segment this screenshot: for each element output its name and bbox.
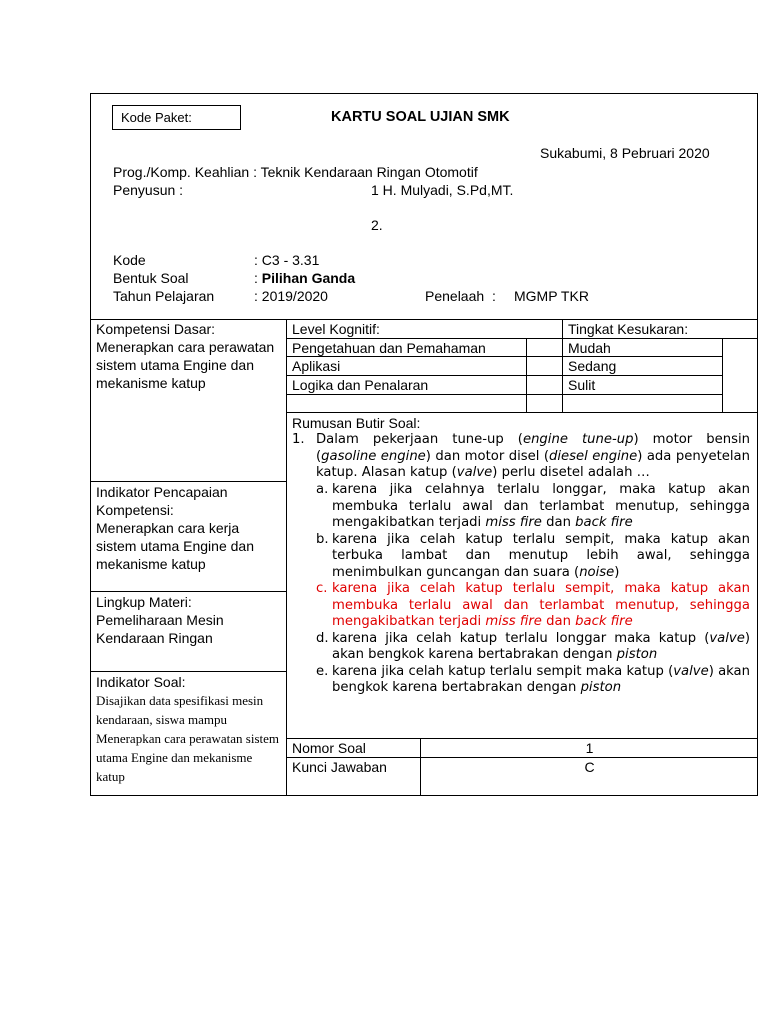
option-letter: d. (316, 630, 329, 646)
question-stem (316, 432, 750, 482)
option-text-segment: piston (580, 680, 622, 695)
option-text-segment: karena jika celah katup terlalu sempit, maka katup akan terbuka lambat dan menutup lebih awal, sehingga menimbulkan guncangan dan suara ( (332, 531, 750, 580)
option-text-segment: piston (616, 647, 658, 662)
kompetensi-dasar-text: Menerapkan cara perawatan sistem utama Engine dan mekanisme katup (96, 339, 275, 391)
grid-col-2 (562, 319, 563, 412)
option-text-segment: karena jika celah katup terlalu sempit maka katup ( (332, 663, 674, 679)
kode-paket-label: Kode Paket: (121, 110, 192, 125)
answer-option-c (316, 581, 750, 631)
lingkup-materi (96, 593, 282, 647)
lingkup-materi-label: Lingkup Materi: (96, 594, 192, 610)
level-row-1: Pengetahuan dan Pemahaman (292, 340, 486, 356)
penyusun-1: 1 H. Mulyadi, S.Pd,MT. (371, 182, 514, 198)
question-stem-segment: Dalam pekerjaan tune-up ( (316, 432, 523, 447)
option-letter: b. (316, 531, 329, 547)
tingkat-kesukaran-header: Tingkat Kesukaran: (568, 321, 689, 337)
grid-line-5 (287, 412, 758, 413)
option-text-segment: dan (541, 614, 576, 629)
divider-kd (90, 481, 287, 482)
option-letter: e. (316, 663, 329, 679)
question-stem-segment: diesel engine (549, 448, 638, 464)
page-title: KARTU SOAL UJIAN SMK (331, 109, 510, 125)
option-text-segment: ) akan bengkok karena bertabrakan dengan (332, 663, 750, 695)
bentuk-soal-value (254, 269, 355, 287)
tingkat-row-3: Sulit (568, 377, 596, 393)
tahun-pelajaran-value: : 2019/2020 (254, 288, 328, 304)
indikator-pencapaian-text: Menerapkan cara kerja sistem utama Engine dan mekanisme katup (96, 520, 254, 572)
option-text (332, 664, 750, 697)
option-text-segment: ) akan bengkok karena bertabrakan dengan (332, 630, 750, 662)
indikator-soal (96, 673, 284, 786)
level-kognitif-header: Level Kognitif: (292, 321, 380, 337)
option-text-segment: valve (709, 630, 745, 646)
penelaah-label: Penelaah : (425, 288, 496, 304)
kode-value: : C3 - 3.31 (254, 252, 320, 268)
kompetensi-dasar-label: Kompetensi Dasar: (96, 321, 216, 337)
level-row-3: Logika dan Penalaran (292, 377, 429, 393)
lingkup-materi-text: Pemeliharaan Mesin Kendaraan Ringan (96, 612, 224, 646)
question-stem-segment: ) ada penyetelan katup. Alasan katup ( (316, 448, 750, 480)
answer-option-d (316, 631, 750, 664)
grid-col-1 (526, 338, 527, 412)
penyusun-2: 2. (371, 217, 383, 233)
question-stem-segment: gasoline engine (321, 448, 426, 464)
option-letter: c. (316, 581, 328, 596)
rumusan-butir-soal-label: Rumusan Butir Soal: (292, 415, 421, 431)
option-text-segment: ) (614, 564, 620, 580)
tahun-pelajaran-label: Tahun Pelajaran (113, 288, 215, 304)
kunci-jawaban-value: C (584, 759, 595, 775)
nomor-soal-value: 1 (585, 740, 594, 756)
option-text-segment: karena jika celah katup terlalu longgar maka katup ( (332, 630, 710, 646)
divider-lm (90, 671, 287, 672)
tingkat-row-1: Mudah (568, 340, 611, 356)
option-text-segment: dan (541, 515, 576, 530)
question-stem-segment: valve (456, 465, 493, 480)
question-stem-segment: ) dan motor disel ( (425, 448, 549, 464)
penyusun-label: Penyusun : (113, 182, 184, 198)
bentuk-soal-text: Pilihan Ganda (261, 270, 356, 286)
answer-option-a (316, 482, 750, 532)
place-date: Sukabumi, 8 Pebruari 2020 (540, 145, 710, 161)
nomor-soal-label: Nomor Soal (292, 740, 366, 756)
answer-option-e (316, 664, 750, 697)
option-text (332, 631, 750, 664)
level-row-2: Aplikasi (292, 358, 341, 374)
bentuk-soal-sep: : (254, 270, 262, 286)
question-stem-segment: ) perlu disetel adalah … (492, 465, 650, 480)
option-text-segment: back fire (575, 515, 633, 530)
question-stem-segment: ) motor bensin ( (316, 432, 751, 464)
option-text-segment: noise (579, 564, 615, 580)
penelaah-value: MGMP TKR (514, 288, 589, 304)
option-text-segment: karena jika celahnya terlalu longgar, maka katup akan membuka terlalu awal dan terlambat menutup, sehingga mengakibatkan terjadi (332, 482, 750, 530)
option-letter: a. (316, 482, 329, 497)
prog-komp: Prog./Komp. Keahlian : Teknik Kendaraan Ringan Otomotif (113, 164, 478, 180)
question-stem-segment: engine tune-up (522, 432, 634, 447)
option-text (332, 532, 750, 582)
kode-label: Kode (113, 252, 146, 268)
option-text (332, 581, 750, 631)
divider-ipk (90, 591, 287, 592)
kompetensi-dasar (96, 320, 282, 392)
left-col-divider (286, 319, 287, 796)
option-text-segment: miss fire (485, 515, 542, 530)
option-text-segment: karena jika celah katup terlalu sempit, maka katup akan membuka terlalu awal dan terlambat menutup, sehingga mengakibatkan terjadi (332, 581, 750, 629)
bentuk-soal-label: Bentuk Soal (113, 270, 189, 286)
question-number: 1. (292, 432, 305, 447)
option-text-segment: valve (673, 663, 709, 679)
option-text-segment: miss fire (485, 614, 542, 629)
indikator-pencapaian-label: Indikator Pencapaian Kompetensi: (96, 484, 228, 518)
grid-col-3 (722, 338, 723, 412)
indikator-soal-label: Indikator Soal: (96, 674, 186, 690)
indikator-pencapaian (96, 483, 282, 573)
option-text-segment: back fire (575, 614, 633, 629)
grid-line-4 (287, 394, 722, 395)
indikator-soal-text: Disajikan data spesifikasi mesin kendaraan, siswa mampu Menerapkan cara perawatan sistem utama Engine dan mekanisme katup (96, 693, 279, 784)
tingkat-row-2: Sedang (568, 358, 617, 374)
answer-options (316, 482, 750, 697)
kunci-jawaban-label: Kunci Jawaban (292, 759, 387, 775)
answer-option-b (316, 532, 750, 582)
option-text (332, 482, 750, 532)
